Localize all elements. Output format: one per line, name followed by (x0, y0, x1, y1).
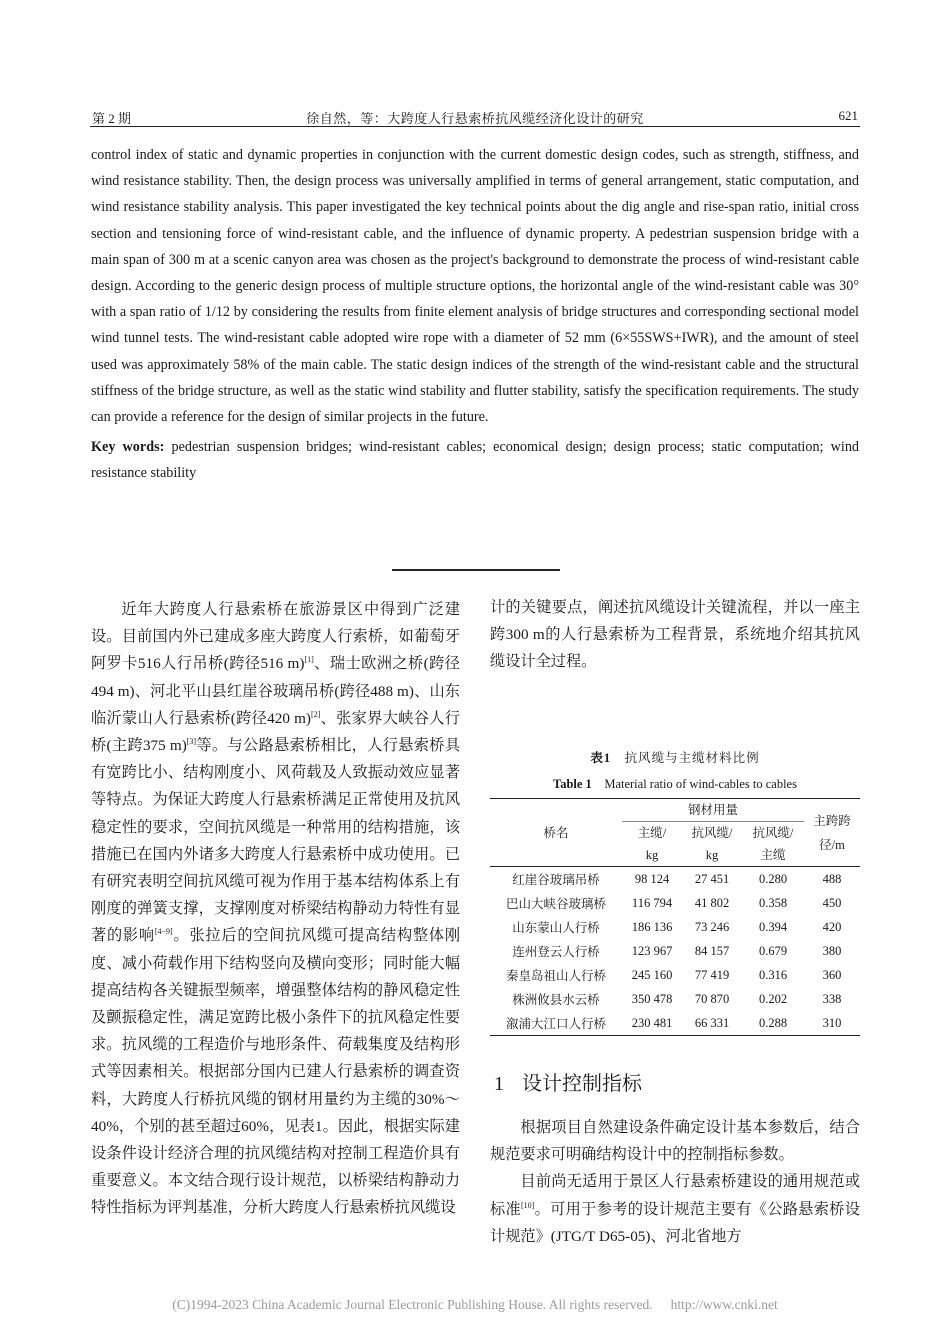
table-row: 红崖谷玻璃吊桥 98 124 27 451 0.280 488 (490, 867, 860, 892)
running-header (90, 104, 860, 127)
section-heading: 1 设计控制指标 (494, 1071, 642, 1095)
col-header-main: 主缆/ kg (637, 826, 667, 862)
citation[interactable]: [3] (186, 737, 197, 747)
intro-column-left (91, 596, 460, 1222)
table-row: 株洲攸县水云桥 350 478 70 870 0.202 338 (512, 991, 842, 1007)
citation[interactable]: [2] (310, 709, 321, 719)
section-divider (392, 569, 560, 571)
table-row: 山东蒙山人行桥 186 136 73 246 0.394 420 (512, 919, 842, 935)
material-ratio-table (490, 798, 860, 1036)
table-row: 连州登云人行桥 123 967 84 157 0.679 380 (512, 943, 842, 959)
col-header-wind: 抗风缆/ kg (691, 826, 733, 862)
keywords-text: pedestrian suspension bridges; wind-resistant cables; economical design; design process; static computation; wind resistance stability (91, 439, 860, 482)
col-header-span: 主跨跨 径/m (813, 813, 851, 852)
running-title: 徐自然，等：大跨度人行悬索桥抗风缆经济化设计的研究 (306, 111, 644, 126)
page-number: 621 (838, 108, 858, 123)
intro-paragraph: 近年大跨度人行悬索桥在旅游景区中得到广泛建设。目前国内外已建成多座大跨度人行索桥，如葡萄牙阿罗卡516人行吊桥(跨径516 m)[1]、瑞士欧洲之桥(跨径494 m)、河北平山县红崖谷玻璃吊桥(跨径488 m)、山东临沂蒙山人行悬索桥(跨径420 m)[2]、张家界大峡谷人行桥(主跨375 m)[3]等。与公路悬索桥相比，人行悬索桥具有宽跨比小、结构刚度小、风荷载及人致振动效应显著等特点。为保证大跨度人行悬索桥满足正常使用及抗风稳定性的要求，空间抗风缆是一种常用的结构措施，该措施已在国内外诸多大跨度人行悬索桥中成功使用。已有研究表明空间抗风缆可视为作用于基本结构体系上有刚度的弹簧支撑，支撑刚度对桥梁结构静动力特性有显著的影响[4−9]。张拉后的空间抗风缆可提高结构整体刚度、减小荷载作用下结构竖向及横向变形；同时能大幅提高结构各关键振型频率，增强整体结构的静风稳定性及颤振稳定性，满足宽跨比极小条件下的抗风稳定性要求。抗风缆的工程造价与地形条件、荷载集度及结构形式等因素相关。根据部分国内已建人行悬索桥的调查资料，大跨度人行桥抗风缆的钢材用量约为主缆的30%～40%，个别的甚至超过60%，见表1。因此，根据实际建设条件设计经济合理的抗风缆结构对控制工程造价具有重要意义。本文结合现行设计规范，以桥梁结构静动力特性指标为评判基准，分析大跨度人行悬索桥抗风缆设 (91, 601, 461, 1217)
citation[interactable]: [4−9] (154, 927, 173, 937)
intro-column-right (490, 594, 860, 676)
footer-copyright: (C)1994-2023 China Academic Journal Electronic Publishing House. All rights reserved. http://www.cnki.net (172, 1297, 778, 1312)
table-row: 秦皇岛祖山人行桥 245 160 77 419 0.316 360 (505, 967, 842, 983)
col-header-name: 桥名 (543, 825, 569, 840)
table-caption-en: Table 1 Material ratio of wind-cables to cables (553, 777, 797, 791)
abstract-text: control index of static and dynamic properties in conjunction with the current domestic design codes, such as strength, stiffness, and wind resistance stability. Then, the design process was universally amplified in terms of general arrangement, static computation, and wind resistance stability analysis. This paper investigated the key technical points about the dig angle and rise-span ratio, initial cross section and tensioning force of wind-resistant cable, and the influence of dynamic property. A pedestrian suspension bridge with a main span of 300 m at a scenic canyon area was chosen as the project's background to demonstrate the process of wind-resistant cable design. According to the generic design process of multiple structure options, the horizontal angle of the wind-resistant cable was 30° with a span ratio of 1/12 by considering the results from finite element analysis of bridge structures and corresponding sectional model wind tunnel tests. The wind-resistant cable adopted wire rope with a diameter of 52 mm (6×55SWS+IWR), and the amount of steel used was approximately 58% of the main cable. The static design indices of the strength of the wind-resistant cable and the structural stiffness of the bridge structure, as well as the static wind stability and flutter stability, satisfy the specification requirements. The study can provide a reference for the design of similar projects in the future. (91, 147, 859, 426)
intro-paragraph-continued: 计的关键要点，阐述抗风缆设计关键流程，并以一座主跨300 m的人行悬索桥为工程背景，系统地介绍其抗风缆设计全过程。 (490, 599, 860, 671)
footer-url[interactable]: http://www.cnki.net (670, 1297, 778, 1312)
keywords-label: Key words: (91, 439, 165, 456)
keywords (91, 434, 859, 486)
table-row: 溆浦大江口人行桥 230 481 66 331 0.288 310 (490, 1011, 860, 1036)
table-row: 巴山大峡谷玻璃桥 116 794 41 802 0.358 450 (505, 895, 842, 911)
abstract (91, 142, 859, 487)
col-header-ratio: 抗风缆/ 主缆 (752, 826, 794, 862)
section1-body (490, 1114, 860, 1250)
col-header-group: 钢材用量 (687, 803, 738, 817)
issue-number: 第 2 期 (92, 111, 132, 126)
table-caption-zh: 表1 抗风缆与主缆材料比例 (590, 751, 760, 765)
section1-paragraph: 根据项目自然建设条件确定设计基本参数后，结合规范要求可明确结构设计中的控制指标参数。 (490, 1119, 860, 1164)
citation[interactable]: [10] (521, 1200, 535, 1210)
section1-paragraph: 目前尚无适用于景区人行悬索桥建设的通用规范或标准[10]。可用于参考的设计规范主要有《公路悬索桥设计规范》(JTG/T D65-05)、河北省地方 (490, 1173, 861, 1245)
citation[interactable]: [1] (304, 655, 314, 665)
